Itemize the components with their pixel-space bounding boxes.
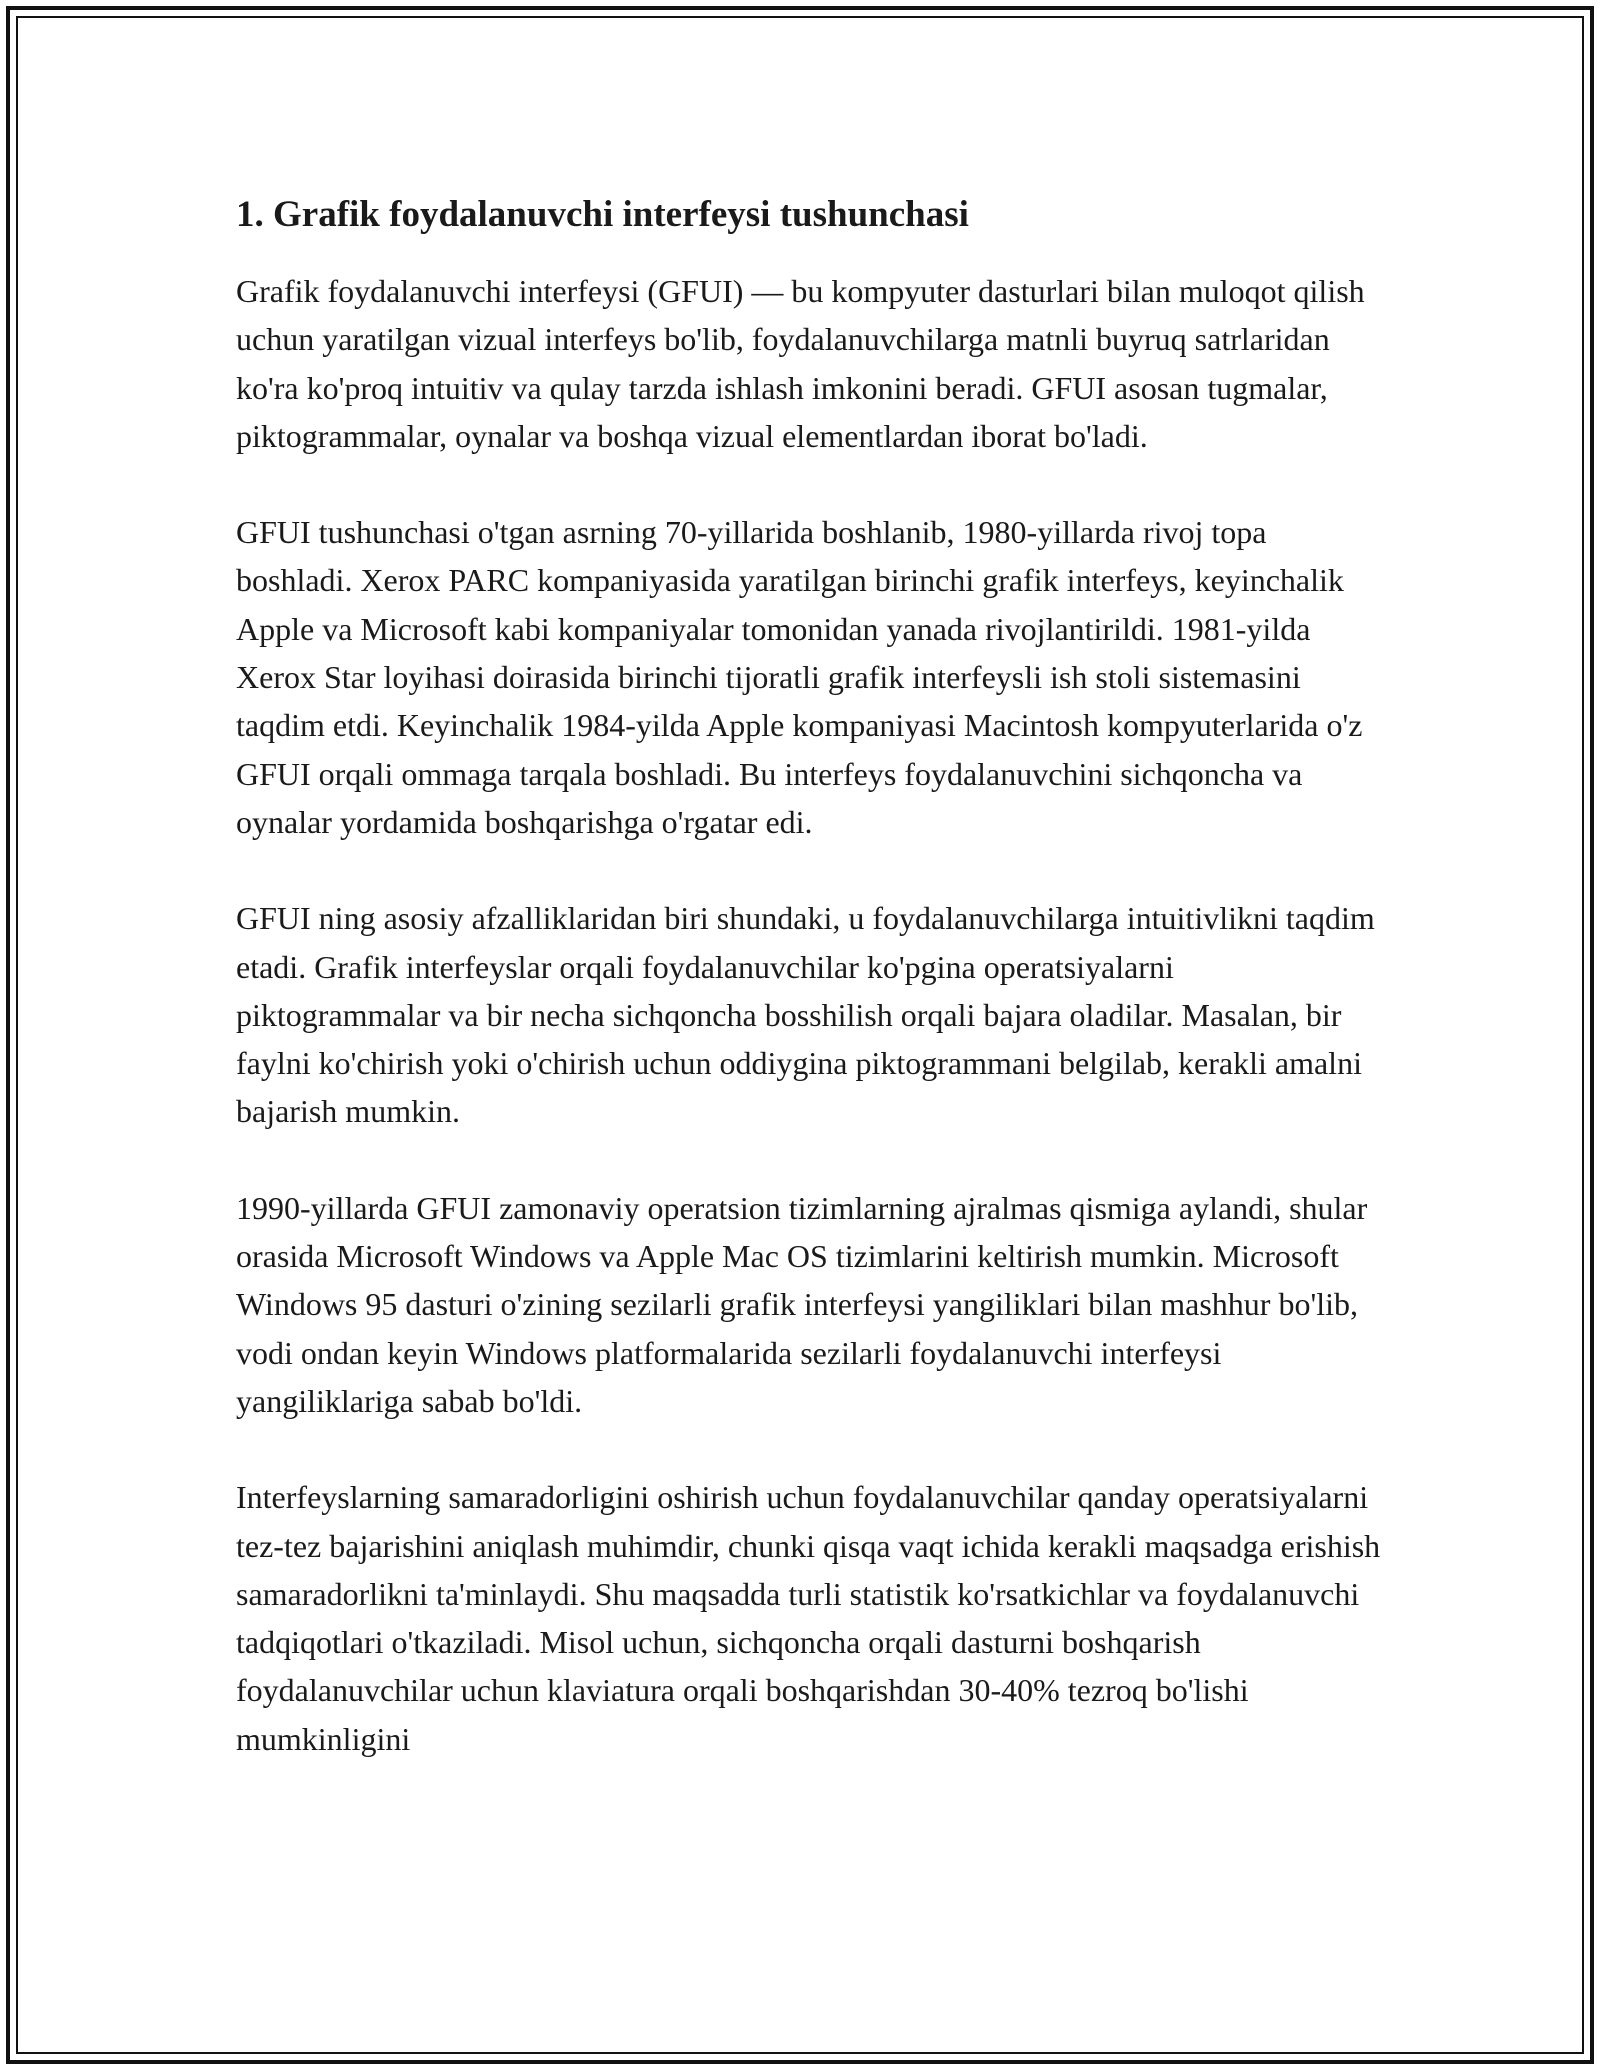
document-body [236, 185, 1386, 1811]
paragraph-2: GFUI tushunchasi o'tgan asrning 70-yillarida boshlanib, 1980-yillarda rivoj topa boshladi. Xerox PARC kompaniyasida yaratilgan birinchi grafik interfeys, keyinchalik Apple va Microsoft kabi kompaniyalar tomonidan yanada rivojlantirildi. 1981-yilda Xerox Star loyihasi doirasida birinchi tijoratli grafik interfeysli ish stoli sistemasini taqdim etdi. Keyinchalik 1984-yilda Apple kompaniyasi Macintosh kompyuterlarida o'z GFUI orqali ommaga tarqala boshladi. Bu interfeys foydalanuvchini sichqoncha va oynalar yordamida boshqarishga o'rgatar edi. [236, 514, 1363, 840]
paragraph-4: 1990-yillarda GFUI zamonaviy operatsion tizimlarning ajralmas qismiga aylandi, shular orasida Microsoft Windows va Apple Mac OS tizimlarini keltirish mumkin. Microsoft Windows 95 dasturi o'zining sezilarli grafik interfeysi yangiliklari bilan mashhur bo'lib, vodi ondan keyin Windows platformalarida sezilarli foydalanuvchi interfeysi yangiliklariga sabab bo'ldi. [236, 1189, 1368, 1419]
paragraph-3: GFUI ning asosiy afzalliklaridan biri shundaki, u foydalanuvchilarga intuitivlikni taqdim etadi. Grafik interfeyslar orqali foydalanuvchilar ko'pgina operatsiyalarni piktogrammalar va bir necha sichqoncha bosshilish orqali bajara oladilar. Masalan, bir faylni ko'chirish yoki o'chirish uchun oddiygina piktogrammani belgilab, kerakli amalni bajarish mumkin. [236, 900, 1375, 1130]
section-heading: 1. Grafik foydalanuvchi interfeysi tushunchasi [236, 194, 969, 235]
paragraph-5: Interfeyslarning samaradorligini oshirish uchun foydalanuvchilar qanday operatsiyalarni tez-tez bajarishini aniqlash muhimdir, chunki qisqa vaqt ichida kerakli maqsadga erishish samaradorlikni ta'minlaydi. Shu maqsadda turli statistik ko'rsatkichlar va foydalanuvchi tadqiqotlari o'tkaziladi. Misol uchun, sichqoncha orqali dasturni boshqarish foydalanuvchilar uchun klaviatura orqali boshqarishdan 30-40% tezroq bo'lishi mumkinligini [236, 1479, 1381, 1757]
paragraph-1: Grafik foydalanuvchi interfeysi (GFUI) — bu kompyuter dasturlari bilan muloqot qilish uchun yaratilgan vizual interfeys bo'lib, foydalanuvchilarga matnli buyruq satrlaridan ko'ra ko'proq intuitiv va qulay tarzda ishlash imkonini beradi. GFUI asosan tugmalar, piktogrammalar, oynalar va boshqa vizual elementlardan iborat bo'ladi. [236, 273, 1365, 454]
